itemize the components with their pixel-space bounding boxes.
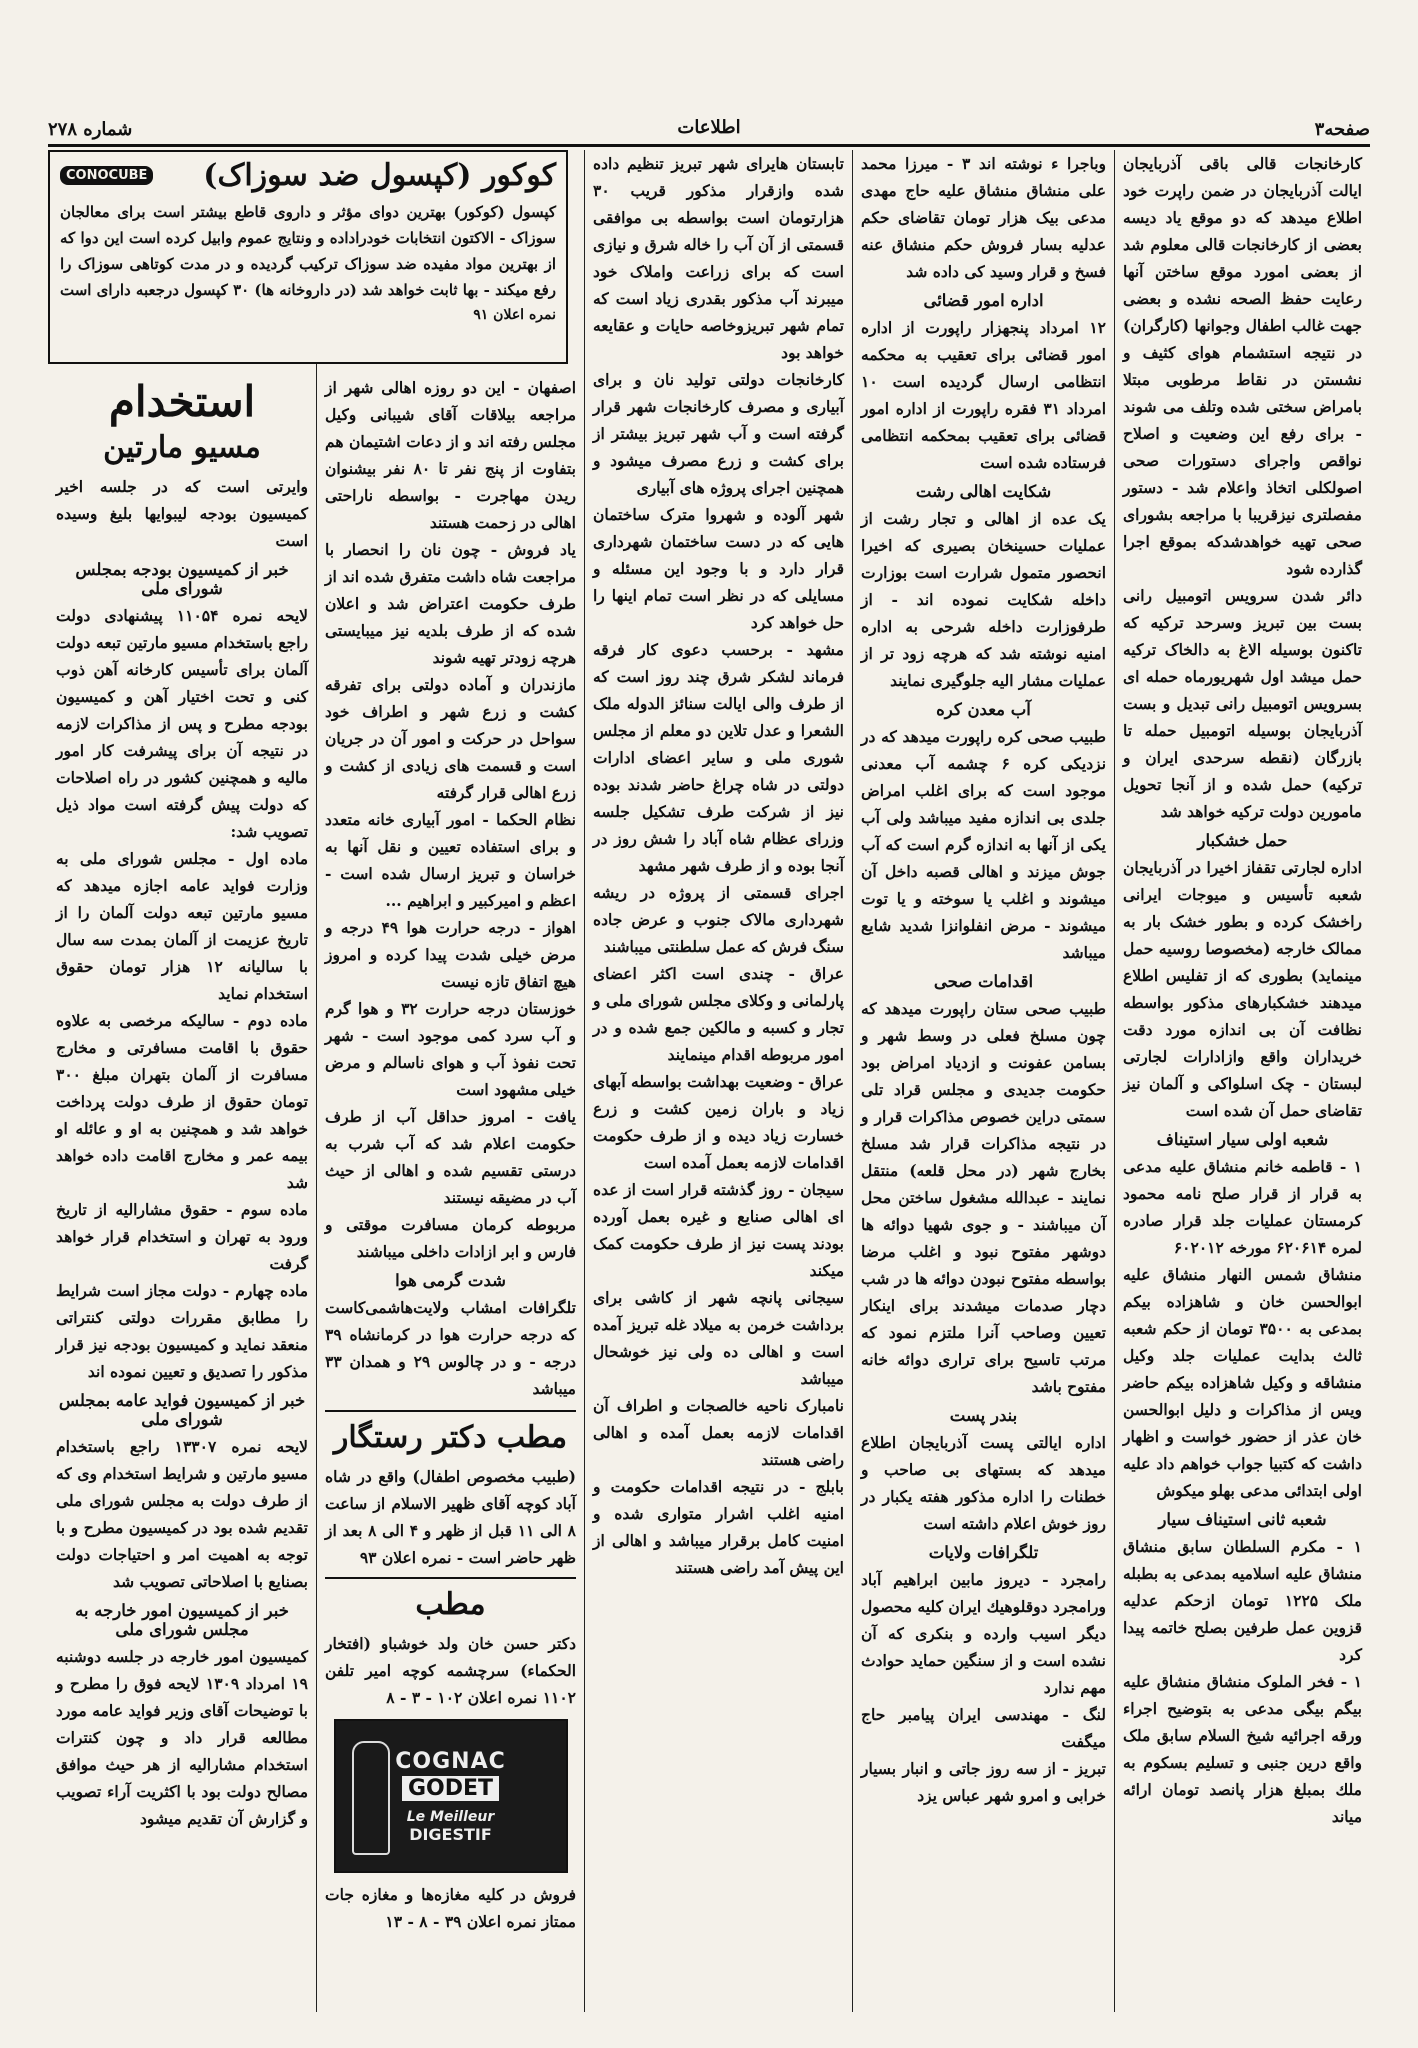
issue-number: شماره ۲۷۸ (48, 119, 133, 140)
article: اداره لجارتی تقفاز اخیرا در آذربایجان شعبه تأسیس و میوجات ایرانی راخشک کرده و بطور خشک بار به ممالک خارجه (مخصوصا روسیه حمل مینماید) بطوری که از تفلیس اطلاع میدهند خشکبارهای مذکور بواسطه نظافت آن بی اندازه مورد دقت خریداران واقع وازادارات لجارتی لبستان - چک اسلواکی و آلمان نیز تقاضای حمل آن شده است (1123, 858, 1362, 1120)
section-heading: اداره امور قضائی (923, 291, 1044, 310)
article: مازندران و آماده دولتی برای تفرقه کشت و زرع شهر و اطراف خود سواحل در حرکت و امور آن در جریان است و قسمت های زیادی از کشت و زرع اهالی قرار گرفته (325, 675, 576, 802)
section-heading: حمل خشکبار (1197, 831, 1288, 850)
page-number: صفحه۳ (1314, 119, 1370, 140)
capsule-ad-footer: نمره اعلان ۹۱ (473, 307, 556, 323)
doctor-ad (325, 1410, 576, 1579)
ad-text: (طبیب مخصوص اطفال) واقع در شاه آباد کوچه آقای ظهیر الاسلام از ساعت ۸ الی ۱۱ قبل از ظهر و ۴ الی ۸ بعد از ظهر حاضر است - نمره اعلان ۹۳ (325, 1467, 576, 1567)
article: ۱ - مکرم السلطان سابق منشاق منشاق علیه اسلامیه بمدعی به بطبله ملک ۱۲۲۵ تومان ازحکم عدلیه قزوین عمل طرفین بصلح خاتمه پیدا کرد (1123, 1537, 1363, 1664)
bottle-icon (352, 1741, 390, 1855)
column-5 (1114, 150, 1370, 2012)
article: یاد فروش - چون نان را انحصار با مراجعت شاه داشت متفرق شده اند از طرف حکومت اعتراض شد و اعلان شده که از طرف بلدیه نیز میبایستی هرچه زودتر تهیه شوند (325, 540, 576, 667)
article: ۱ - قاطمه خانم منشاق علیه مدعی به قرار از قرار صلح نامه محمود کرمستان عملیات جلد قرار صادره لمره ۶۲۰۶۱۴ مورخه ۶۰۲۰۱۲ (1123, 1157, 1362, 1257)
article: ۱۲ امرداد پنجهزار راپورت از اداره امور قضائی برای تعقیب به محکمه انتظامی ارسال گردیده است ۱۰ امرداد ۳۱ فقره راپورت از اداره امور قضائی برای تعقیب بمحکمه انتظامی فرستاده شده است (861, 318, 1107, 472)
article: نامبارک ناحیه خالصجات و اطراف آن اقدامات لازمه بعمل آمده و اهالی راضی هستند (593, 1396, 844, 1469)
section-heading: تلگرافات ولایات (928, 1543, 1039, 1562)
section-heading: شعبه اولی سیار استیناف (1156, 1130, 1329, 1149)
article: یافت - امروز حداقل آب از طرف حکومت اعلام شد که آب شرب به درستی تقسیم شده و اهالی از حیث آب در مضیقه نیستند (325, 1107, 576, 1207)
article: اجرای قسمتی از پروژه در ریشه شهرداری مالاک جنوب و عرض جاده سنگ فرش که عمل سلطنتی میباشند (593, 883, 844, 956)
column-2 (316, 150, 584, 2012)
section-heading: شکایت اهالی رشت (915, 482, 1052, 501)
section-heading: خبر از کمیسیون امور خارجه به مجلس شورای ملی (75, 1601, 289, 1639)
ad-title: مطب دکتر رستگار (333, 1420, 568, 1455)
article: خوزستان درجه حرارت ۳۲ و هوا گرم و آب سرد کمی موجود است - شهر تحت نفوذ آب و هوای ناسالم و مرض خیلی مشهود است (325, 999, 576, 1099)
capsule-ad-body: کپسول (کوکور) بهترین دوای مؤثر و داروی قاطع بیشتر است برای معالجان سوزاک - الاکتون انتخابات خودراداده و ونتایج عموم وابیل کرده است این دوا که از بهترین مواد مفیده ضد سوزاک ترکیب گردیده و در مدت کوتاهی سوزاک را رفع میکند - بها ثابت خواهد شد (در داروخانه ها) ۳۰ کپسول درجعبه دارای است (60, 203, 556, 299)
newspaper-name: اطلاعات (677, 117, 741, 138)
article: منشاق شمس النهار منشاق علیه ابوالحسن خان و شاهزاده بیکم بمدعی به ۳۵۰۰ تومان از حکم شعبه ثالث بدایت عملیات جلد وکیل منشاقه و وکیل شاهزاده بیکم حاضر ویس از مذاکرات و دلیل ابوالحسن خان عذر از حضور خواست و اظهار داشت که کتبیا جواب خواهم داد عليه اولی ابتدائی مدعی بهلو میکوش (1123, 1265, 1363, 1500)
section-heading: بندر پست (949, 1406, 1018, 1425)
article: نظام الحکما - امور آبیاری خانه متعدد و برای استفاده تعیین و نقل آنها به خراسان و تبریز ارسال شده است - اعظم و امیرکبیر و ابراهیم ... (325, 810, 576, 910)
section-heading: خبر از کمیسیون بودجه بمجلس شورای ملی (75, 560, 289, 598)
article: یک عده از اهالی و تجار رشت از عملیات حسینخان بصیری که اخیرا انحصور متمول شرارت است بوزارت داخله شکایت نموده اند - از طرفوزارت داخله شرحی به اداره امنیه نوشته شد که هرچه زود تر از عملیات مشار الیه جلوگیری نمایند (861, 509, 1106, 690)
article: تبریز - از سه روز جاتی و انبار بسیار خرابی و امرو شهر عباس یزد (861, 1759, 1106, 1805)
cognac-tag-1: Le Meilleur (406, 1808, 495, 1825)
article: اهواز - درجه حرارت هوا ۴۹ درجه و مرض خیلی شدت پیدا کرده و امروز هیچ اتفاق تازه نیست (325, 918, 576, 991)
cognac-brand-2: GODET (402, 1776, 499, 1801)
section-heading: شعبه ثانی استیناف سیار (1158, 1510, 1327, 1529)
article: لایحه نمره ۱۳۳۰۷ راجع باستخدام مسیو مارتین و شرایط استخدام وی که از طرف دولت به مجلس شورای ملی تقدیم شده بود در کمیسیون مطرح و با توجه به اهمیت امر و احتیاجات دولت بصنایع با اصلاحاتی تصویب شد (56, 1437, 308, 1591)
column-1 (48, 150, 316, 2012)
page-header (48, 100, 1370, 147)
capsule-ad-title-row (60, 158, 556, 193)
article: مشهد - برحسب دعوی کار فرقه فرماند لشکر شرق چند روز است که از طرف والی ایالت سنائز الدوله ملک الشعرا و عدل تلاین دو معلم از مجلس شوری ملی و سایر اعضای ادارات دولتی در شاه چراغ حاضر شدند بوده نیز از شرکت طرف تشکیل جلسه وزرای عظام شاه آباد را شش روز در آنجا بوده و از طرف شهر مشهد (593, 640, 844, 875)
article: طبیب صحی کره راپورت میدهد که در نزدیکی کره ۶ چشمه آب معدنی موجود است که برای اغلب امراض جلدی بی اندازه مفید میباشد ولی آب یکی از آنها به اندازه گرم است که آب جوش میزند و اهالی قصبه داخل آن میشوند و اغلب یا سوخته و یا توت میشوند - مرض انفلوانزا شدید شایع میباشد (861, 727, 1107, 962)
article: تابستان هایرای شهر تبریز تنظیم داده شده وازقرار مذکور قریب ۳۰ هزارتومان است بواسطه بی موافقی قسمتی از آن آب را خاله شرق و نیازی است که برای زراعت واملاک خود میبرند آب مذکور بقدری زیاد است که تمام شهر تبریزوخاصه حایات و عقایعه خواهد بود (593, 154, 844, 362)
article: بابلج - در نتیجه اقدامات حکومت و امنیه اغلب اشرار متواری شده و امنیت کامل برقرار میباشد و اهالی از این پیش آمد راضی هستند (593, 1477, 844, 1577)
cognac-caption: فروش در کلیه مغازه‌ها و مغازه جات ممتاز نمره اعلان ۳۹ - ۸ - ۱۳ (325, 1885, 576, 1931)
article: دائر شدن سرویس اتومبیل رانی بست بین تبریز وسرحد ترکیه که تاکنون بوسیله الاغ به دالخاک ترکیه حمل میشد اول شهریورماه حمله ای بسرویس اتومبیل رانی تبدیل و بست آذربایجان بوسیله اتومبیل حمله تا بازرگان (نقطه سرحدی ایران و ترکیه) حمل شده و از آنجا تحویل مامورین دولت ترکیه خواهد شد (1123, 586, 1362, 821)
section-heading: شدت گرمی هوا (395, 1271, 506, 1290)
section-heading: آب معدن کره (936, 700, 1031, 719)
article: کمیسیون امور خارجه در جلسه دوشنبه ۱۹ امرداد ۱۳۰۹ لایحه فوق را مطرح و با توضیحات آقای وزیر فواید عامه مورد مطالعه قرار داد و چون کنترات استخدام مشارالیه از هر حیث موافق مصالح دولت بود با اکثریت آراء تصویب و گزارش آن تقدیم میشود (56, 1647, 308, 1828)
article: ۱ - فخر الملوک منشاق منشاق علیه بیگم بیگی مدعی به بتوضیح اجراء ورقه اجرائیه شیخ السلام سابق ملک واقع درین جنبی و تسلیم بسکوم به ملك بمبلغ هزار پانصد تومان ارائه میاند (1123, 1672, 1362, 1826)
article: عراق - وضعیت بهداشت بواسطه آبهای زیاد و باران زمین کشت و زرع خسارت زیاد دیده و از طرف حکومت اقدامات لازمه بعمل آمده است (593, 1072, 844, 1172)
article: اصفهان - این دو روزه اهالی شهر از مراجعه بیلاقات آقای شیبانی وکیل مجلس رفته اند و از دعات اشتیمان هم بتفاوت از پنج نفر تا ۸۰ نفر بیشنوان ریدن مهاجرت - بواسطه ناراحتی اهالی در زحمت هستند (325, 378, 576, 532)
article: شهر آلوده و شهروا مترک ساختمان هایی که در دست ساختمان شهرداری قرار دارد و با وجود این مسئله و مسایلی که در نظر است تمام اینها را حل خواهد کرد (593, 505, 844, 632)
capsule-ad (48, 150, 568, 364)
section-heading: خبر از کمیسیون فواید عامه بمجلس شورای ملی (58, 1391, 306, 1429)
cognac-ad-image (334, 1719, 568, 1873)
article: کارخانجات دولتی تولید نان و برای آبیاری و مصرف کارخانجات شهر قرار گرفته است و آب شهر تبریز بیشتر از برای کشت و زرع مصرف میشود و همچنین اجرای پروژه های آبیاری (593, 370, 844, 497)
columns (48, 150, 1370, 2012)
article: ماده چهارم - دولت مجاز است شرایط را مطابق مقررات دولتی کنتراتی منعقد نماید و کمیسیون بودجه نیز قرار مذکور را تصدیق و تعیین نموده اند (56, 1281, 308, 1381)
article: ماده دوم - سالیکه مرخصی به علاوه حقوق با اقامت مسافرتی و مخارج مسافرت از آلمان بتهران مبلغ ۳۰۰ تومان حقوق از طرف دولت پرداخت خواهد شد و همچنین به او و عائله او بیمه عمر و مخارج اقامت داده خواهد شد (56, 1011, 308, 1192)
subheadline: مسیو مارتین (103, 430, 261, 465)
article: اداره ایالتی پست آذربایجان اطلاع میدهد که بستهای بی صاحب و خطنات را اداره مذکور هفته یکبار در روز خوش اعلام داشته است (861, 1433, 1106, 1533)
clinic-title: مطب (415, 1587, 486, 1622)
article: وباجرا ء نوشته اند ۳ - میرزا محمد علی منشاق منشاق علیه حاج مهدی مدعی بیک هزار تومان تقاضای حکم عدلیه بسار فروش حکم منشاق عنه فسخ و قرار وسید کی داده شد (861, 154, 1106, 281)
section-heading: اقدامات صحی (933, 972, 1034, 991)
article: سیجان - روز گذشته قرار است از عده ای اهالی صنایع و غیره بعمل آورده بودند پست نیز از طرف حکومت کمک میکند (593, 1180, 844, 1280)
article: لایحه نمره ۱۱۰۵۴ پیشنهادی دولت راجع باستخدام مسیو مارتین تبعه دولت آلمان برای تأسیس کارخانه آهن ذوب کنی و تحت اختیار آهن و کمیسیون بودجه مطرح و پس از مذاکرات لازمه در نتیجه آن برای پیشرفت کار امور مالیه و همچنین کشور در راه اصلاحات که دولت پیش گرفته است مواد ذیل تصویب شد: (56, 606, 308, 841)
clinic-text: دکتر حسن خان ولد خوشباو (افتخار الحکماء) سرچشمه کوچه امیر تلفن ۱۱۰۲ نمره اعلان ۱۰۲ - ۳ - ۸ (325, 1634, 576, 1707)
capsule-ad-title: کوکور (کپسول ضد سوزاک) (203, 158, 556, 193)
article: ماده اول - مجلس شورای ملی به وزارت فواید عامه اجازه میدهد که مسیو مارتین تبعه دولت آلمان را از تاریخ عزیمت از آلمان بمدت سه سال با سالیانه ۱۲ هزار تومان حقوق استخدام نماید (56, 849, 308, 1003)
column-4 (852, 150, 1114, 2012)
capsule-brand-logo: CONOCUBE (60, 166, 153, 185)
article: تلگرافات امشاب ولایت‌هاشمی‌کاست که درجه حرارت هوا در کرمانشاه ۳۹ درجه - و در چالوس ۲۹ و همدان ۳۳ میباشد (325, 1298, 576, 1398)
cognac-brand-1: COGNAC (395, 1748, 506, 1774)
article: ماده سوم - حقوق مشارالیه از تاریخ ورود به تهران و استخدام قرار خواهد گرفت (56, 1200, 308, 1273)
article: وایرتی است که در جلسه اخیر کمیسیون بودجه لیبوایها بلیغ وسیده است (56, 477, 308, 550)
column-3 (584, 150, 852, 2012)
article: لنگ - مهندسی ایران پیامبر حاج میگفت (861, 1705, 1106, 1751)
article: رامجرد - دیروز مابین ابراهیم آباد ورامجرد دوقلوهيك ايران کلیه محصول دیگر اسیب وارده و بنکری که آن نشده است و از سنگین حماید حوادث مهم ندارد (861, 1570, 1106, 1697)
article: کارخانجات قالی باقی آذربایجان ایالت آذربایجان در ضمن راپرت خود اطلاع میدهد که دو موقع یاد دیسه بعضی از کارخانجات قالی معلوم شد از بعضی امورد موقع ساختن آنها رعایت حفظ الصحه نشده و بعضی جهت غالب اطفال وجوانها (کارگران) در نتیجه استشمام هوای کثیف و نشستن در نقاط مرطوبی مبتلا بامراض سختی شده وتلف می شوند - برای رفع این وضعیت و اصلاح نواقص واجرای دستورات صحی اصولکلی اتخاذ واعلام شد - دستور مفصلتری نیزقریبا با مراجعه بشورای صحی تهیه خواهدشدکه بموقع اجرا گذارده شود (1123, 154, 1362, 578)
cognac-tag-2: DIGESTIF (409, 1824, 492, 1844)
article: عراق - چندی است اکثر اعضای پارلمانی و وکلای مجلس شورای ملی و تجار و کسبه و مالکین جمع شده و در امور مربوطه اقدام مینمایند (593, 964, 844, 1064)
article: مربوطه کرمان مسافرت موقتی و فارس و ابر ازادات داخلی میباشند (325, 1215, 576, 1261)
headline: استخدام (108, 377, 256, 426)
article: سیجانی پانچه شهر از کاشی برای برداشت خرمن به میلاد غله تبریز آمده است و اهالی ده ولی نیز خوشحال میباشد (593, 1288, 844, 1388)
article: طبیب صحی ستان راپورت میدهد که چون مسلخ فعلی در وسط شهر و بسامن عفونت و ازدیاد امراض بود حکومت جدیدی و مجلس قراد تلی سمتی دراین خصوص مذاکرات قرار و در نتیجه مذاکرات قرار شد مسلخ بخارج شهر (در محل قلعه) منتقل نمایند - عبدالله مشغول ساختن محل آن میباشند - و جوی شهیا دوائه ها دوشهر مفتوح نبود و اغلب مرضا بواسطه مفتوح نبودن دوائه ها در شب دچار صدمات میشدند برای اینکار تعیین وصاحب آنرا ملتزم نمود که مرتب تاسیح برای تراری دوائه خانه مفتوح باشد (861, 999, 1106, 1396)
